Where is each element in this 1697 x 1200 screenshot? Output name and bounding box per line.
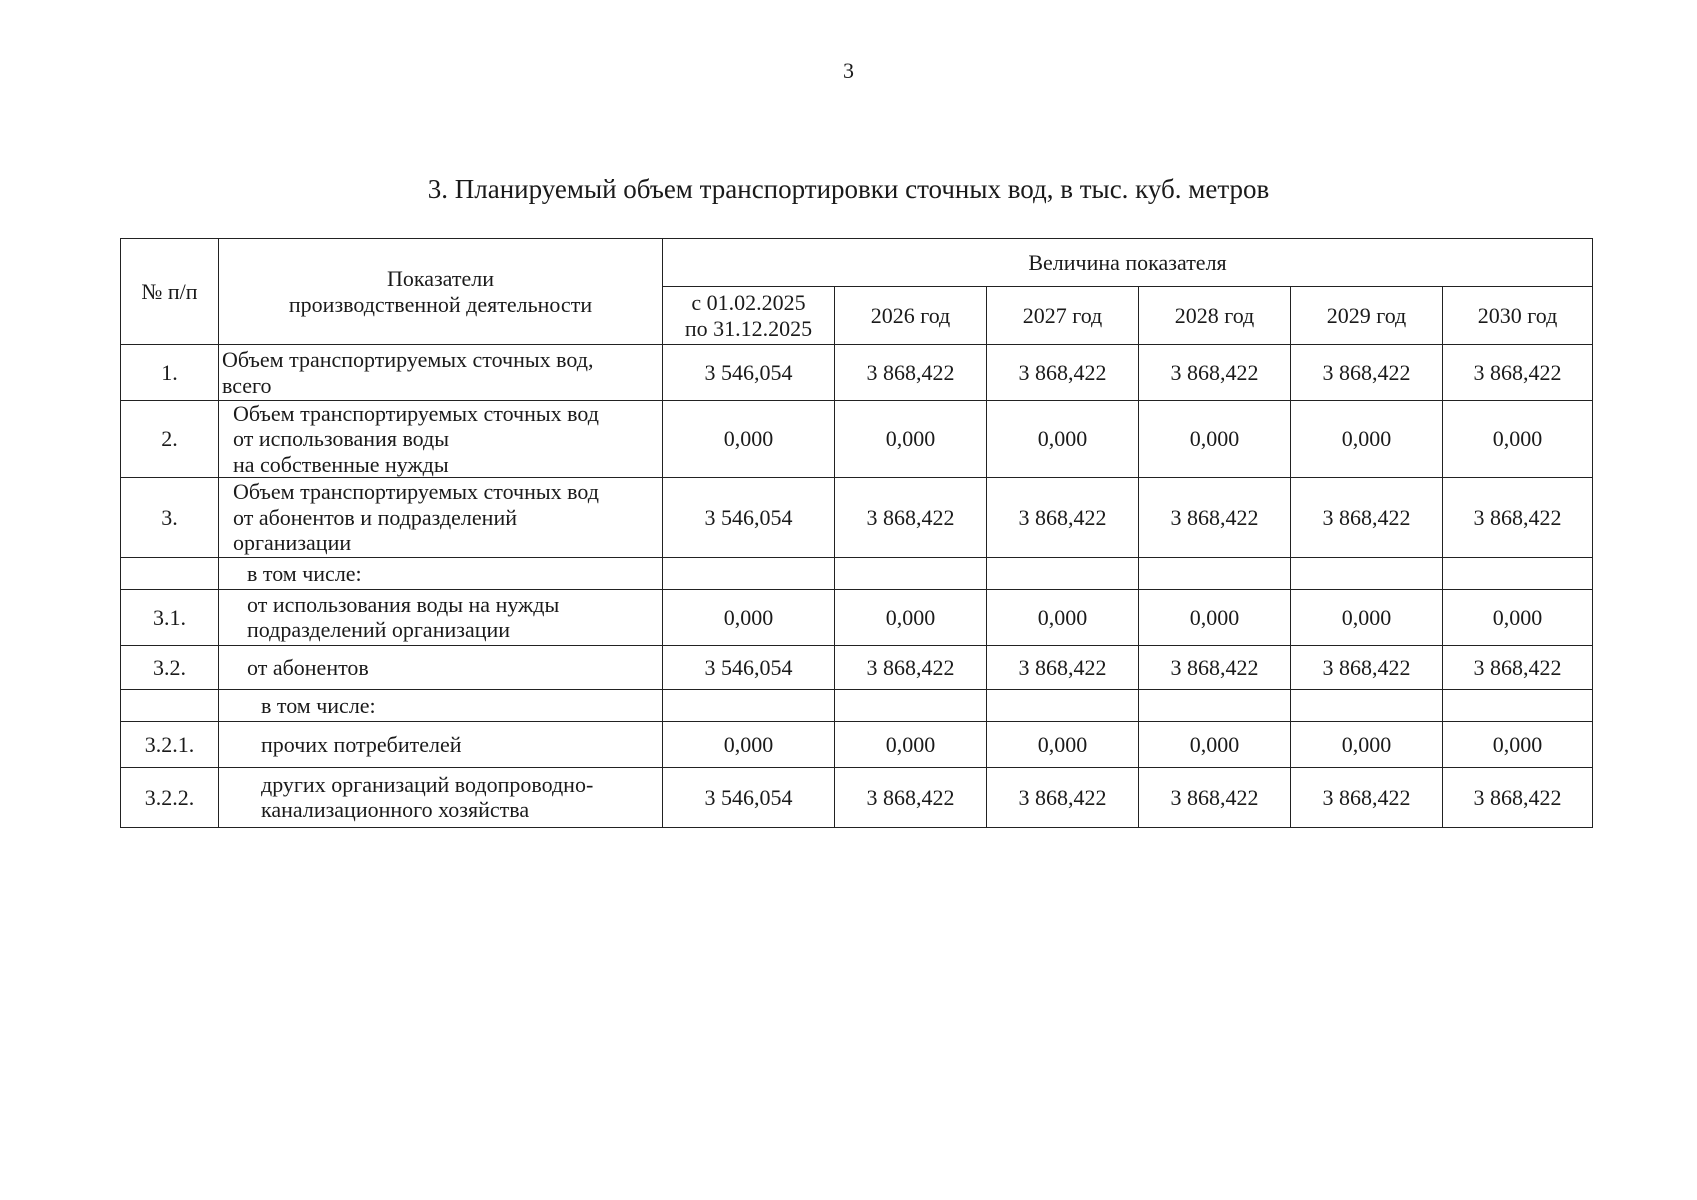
value-cell: 3 868,422 (1443, 345, 1593, 401)
value-cell: 3 868,422 (987, 477, 1139, 557)
row-number-cell: 3.2.1. (121, 721, 219, 767)
indicator-cell (219, 345, 663, 401)
value-cell (663, 557, 835, 589)
indicator-line: в том числе: (261, 692, 376, 718)
page-number: 3 (843, 58, 854, 83)
value-cell (835, 689, 987, 721)
row-number-cell: 3. (121, 477, 219, 557)
header-period-first (663, 287, 835, 345)
value-cell: 0,000 (987, 401, 1139, 478)
table-row (121, 589, 1593, 645)
value-cell: 3 868,422 (1443, 767, 1593, 827)
indicator-line: прочих потребителей (261, 731, 462, 757)
indicator-line: канализационного хозяйства (261, 797, 530, 823)
indicator-line: Объем транспортируемых сточных вод (233, 401, 599, 426)
value-cell: 0,000 (1291, 589, 1443, 645)
row-number-cell: 2. (121, 401, 219, 478)
value-cell: 3 546,054 (663, 767, 835, 827)
header-period-first-line2: по 31.12.2025 (684, 315, 813, 341)
indicator-line: подразделений организации (247, 617, 511, 643)
value-cell: 3 868,422 (835, 477, 987, 557)
value-cell: 3 868,422 (987, 645, 1139, 689)
header-period-first-line1: с 01.02.2025 (691, 290, 806, 316)
indicator-line: на собственные нужды (233, 451, 449, 477)
table-row (121, 345, 1593, 401)
header-row-number: № п/п (121, 239, 219, 345)
indicator-line: в том числе: (247, 560, 362, 586)
indicator-cell (219, 477, 663, 557)
value-cell (1443, 557, 1593, 589)
indicator-line: других организаций водопроводно- (261, 772, 594, 798)
header-year: 2028 год (1139, 287, 1291, 345)
value-cell: 3 868,422 (1291, 645, 1443, 689)
value-cell: 0,000 (835, 401, 987, 478)
table-row (121, 401, 1593, 478)
indicator-line: Объем транспортируемых сточных вод (233, 479, 599, 505)
value-cell: 3 868,422 (1291, 345, 1443, 401)
value-cell: 0,000 (663, 589, 835, 645)
value-cell (1291, 689, 1443, 721)
value-cell: 3 546,054 (663, 645, 835, 689)
value-cell: 3 868,422 (835, 767, 987, 827)
table-row (121, 645, 1593, 689)
indicator-line: от использования воды (233, 426, 450, 452)
value-cell (1291, 557, 1443, 589)
value-cell: 3 868,422 (987, 345, 1139, 401)
value-cell: 0,000 (1139, 721, 1291, 767)
value-cell: 0,000 (987, 721, 1139, 767)
value-cell (987, 557, 1139, 589)
value-cell: 0,000 (663, 721, 835, 767)
indicator-line: от использования воды на нужды (247, 592, 560, 618)
value-cell: 0,000 (987, 589, 1139, 645)
header-year: 2030 год (1443, 287, 1593, 345)
document-title: 3. Планируемый объем транспортировки сточных вод, в тыс. куб. метров (427, 174, 1270, 204)
value-cell: 0,000 (1443, 721, 1593, 767)
value-cell: 3 868,422 (835, 645, 987, 689)
value-cell: 3 868,422 (1443, 477, 1593, 557)
header-year: 2027 год (987, 287, 1139, 345)
value-cell: 0,000 (663, 401, 835, 478)
header-indicator-line2: производственной деятельности (288, 291, 593, 317)
value-cell: 3 868,422 (1443, 645, 1593, 689)
value-cell: 3 868,422 (1139, 345, 1291, 401)
value-cell (835, 557, 987, 589)
indicator-line: от абонентов и подразделений (233, 504, 517, 530)
value-cell: 0,000 (1139, 589, 1291, 645)
indicator-line: Объем транспортируемых сточных вод, (222, 347, 594, 373)
value-cell: 3 868,422 (1139, 477, 1291, 557)
row-number-cell (121, 689, 219, 721)
row-number-cell: 3.2. (121, 645, 219, 689)
value-cell: 0,000 (1443, 589, 1593, 645)
indicator-line: всего (222, 372, 272, 398)
value-cell: 3 546,054 (663, 345, 835, 401)
indicator-line: от абонентов (247, 654, 369, 680)
value-cell: 0,000 (835, 721, 987, 767)
value-cell: 3 868,422 (1291, 477, 1443, 557)
header-value-group: Величина показателя (663, 239, 1593, 287)
table-row (121, 767, 1593, 827)
table-row (121, 689, 1593, 721)
value-cell: 3 868,422 (1139, 767, 1291, 827)
transport-volume-table (120, 238, 1593, 828)
indicator-cell (219, 721, 663, 767)
indicator-cell (219, 689, 663, 721)
header-indicator-line1: Показатели (386, 266, 495, 292)
value-cell: 3 868,422 (835, 345, 987, 401)
value-cell: 0,000 (1443, 401, 1593, 478)
value-cell (663, 689, 835, 721)
header-year: 2026 год (835, 287, 987, 345)
table-row (121, 721, 1593, 767)
value-cell: 3 546,054 (663, 477, 835, 557)
indicator-cell (219, 645, 663, 689)
header-year: 2029 год (1291, 287, 1443, 345)
header-indicator (219, 239, 663, 345)
indicator-cell (219, 767, 663, 827)
table-row (121, 477, 1593, 557)
value-cell (1443, 689, 1593, 721)
indicator-cell (219, 557, 663, 589)
indicator-cell (219, 401, 663, 478)
row-number-cell: 3.1. (121, 589, 219, 645)
row-number-cell: 3.2.2. (121, 767, 219, 827)
indicator-line: организации (233, 530, 352, 556)
table-row (121, 557, 1593, 589)
value-cell: 3 868,422 (1139, 645, 1291, 689)
table-body (121, 345, 1593, 828)
value-cell: 0,000 (1291, 401, 1443, 478)
value-cell: 0,000 (1139, 401, 1291, 478)
value-cell: 3 868,422 (987, 767, 1139, 827)
value-cell: 0,000 (1291, 721, 1443, 767)
value-cell (987, 689, 1139, 721)
row-number-cell (121, 557, 219, 589)
value-cell (1139, 557, 1291, 589)
value-cell (1139, 689, 1291, 721)
value-cell: 0,000 (835, 589, 987, 645)
indicator-cell (219, 589, 663, 645)
value-cell: 3 868,422 (1291, 767, 1443, 827)
row-number-cell: 1. (121, 345, 219, 401)
